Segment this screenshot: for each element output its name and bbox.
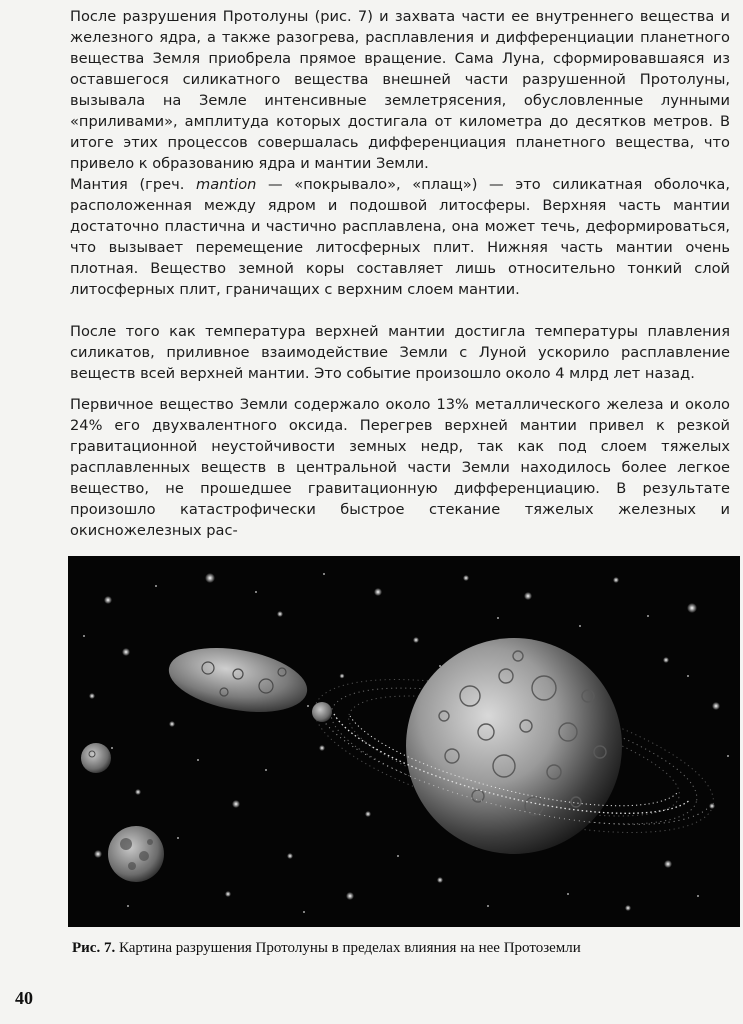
small-moon-left <box>81 743 111 773</box>
greek-term: mantion <box>196 176 257 193</box>
figure-caption-text: Картина разрушения Протолуны в пределах влияния на нее Протоземли <box>118 940 581 956</box>
small-moon-ring <box>312 702 332 722</box>
moon-bottom <box>108 826 164 882</box>
paragraph-2-lead: Мантия (греч. <box>70 176 197 193</box>
figure-label: Рис. 7. <box>72 940 116 956</box>
figure-caption <box>72 940 740 957</box>
paragraph-1: После разрушения Протолуны (рис. 7) и захвата части ее внутреннего вещества и железного ядра, а также разогрева, расплавления и дифференциации планетного вещества Земля приобрела прямое вращение. Сама Луна, сформировавшаяся из оставшегося силикатного вещества внешней части разрушенной Протолуны, вызывала на Земле интенсивные землетрясения, обусловленные лунными «приливами», амплитуда которых достигала от километра до десятков метров. В итоге этих процессов совершалась дифференциация планетного вещества, что привело к образованию ядра и мантии Земли. <box>70 8 730 172</box>
page-number: 40 <box>15 988 33 1008</box>
paragraph-2-rest: — «покрывало», «плащ») — это силикатная оболочка, расположенная между ядром и подошвой литосферы. Верхняя часть мантии достаточно пластична и частично расплавлена, она может течь, деформироваться, что вызывает перемещение литосферных плит. Нижняя часть мантии очень плотная. Вещество земной коры составляет лишь относительно тонкий слой литосферных плит, граничащих с верхним слоем мантии. <box>70 176 731 298</box>
paragraph-4: Первичное вещество Земли содержало около 13% металлического железа и около 24% его двухвалентного оксида. Перегрев верхней мантии привел к резкой гравитационной неустойчивости земных недр, так как под слоем тяжелых расплавленных веществ в центральной части Земли находилось более легкое вещество, не прошедшее гравитационную дифференциацию. В результате произошло катастрофически быстрое стекание тяжелых железных и окисножелезных рас- <box>70 396 730 539</box>
figure-7-illustration <box>68 556 740 927</box>
paragraph-3: После того как температура верхней мантии достигла температуры плавления силикатов, приливное взаимодействие Земли с Луной ускорило расплавление веществ всей верхней мантии. Это событие произошло около 4 млрд лет назад. <box>70 323 730 382</box>
protomoon-destruction-picture <box>68 556 740 927</box>
paragraph-2 <box>70 174 730 300</box>
